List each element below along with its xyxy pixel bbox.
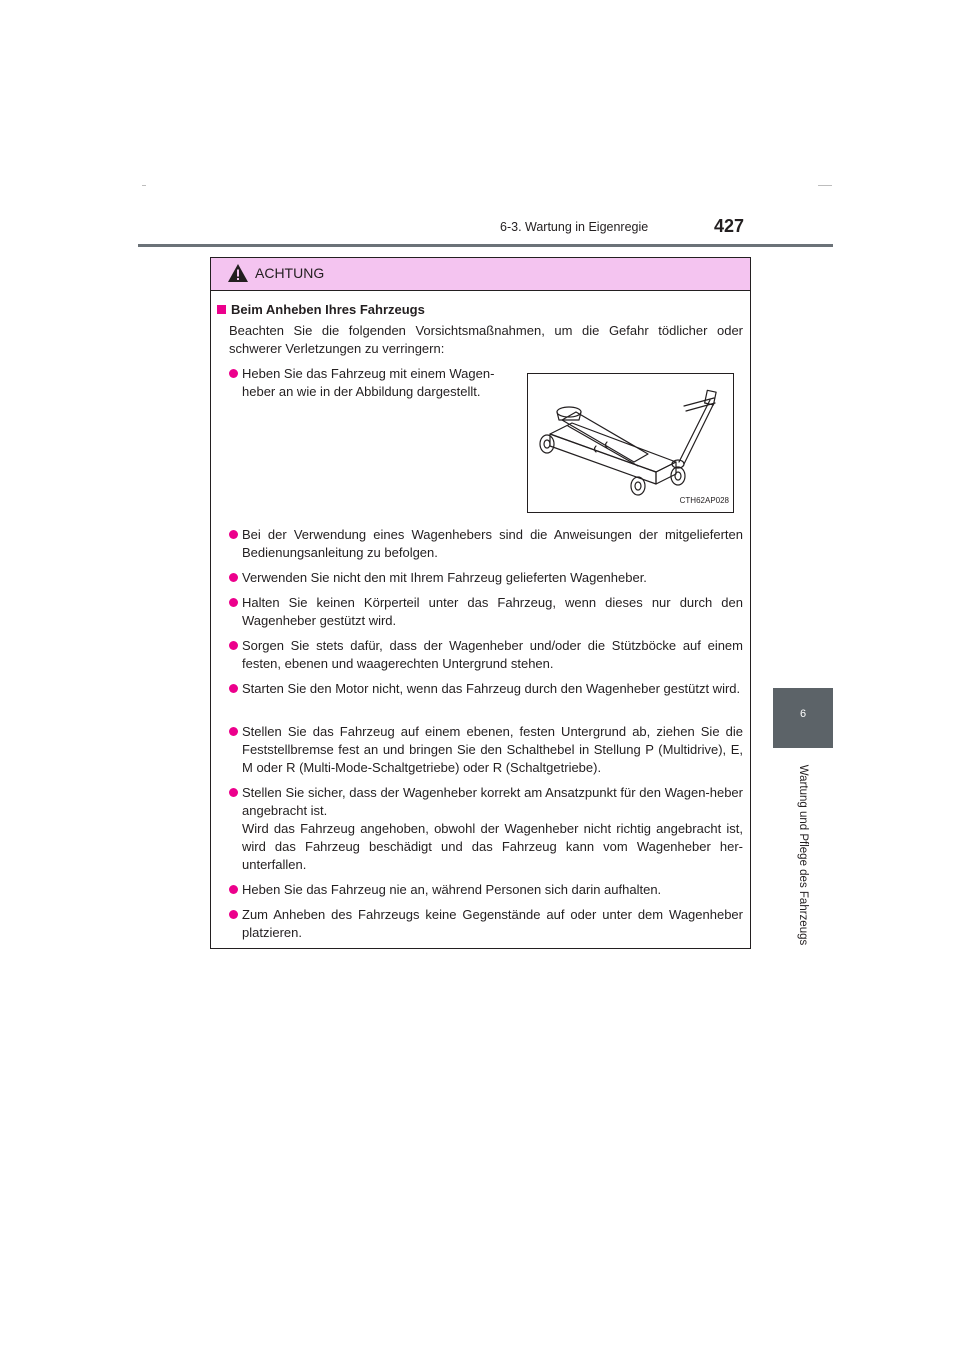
warning-triangle-icon xyxy=(227,263,249,283)
warning-box xyxy=(210,257,751,949)
floor-jack-figure xyxy=(527,373,734,513)
chapter-tab xyxy=(773,688,833,748)
chapter-number: 6 xyxy=(799,708,807,720)
bullet-item: Stellen Sie das Fahrzeug auf einem ebenen, festen Untergrund ab, ziehen Sie die Feststellbremse fest an und bringen Sie den Schalthebel in Stellung P (Multidrive), E, M oder R (Multi-Mode-Schaltgetriebe) oder R (Schaltgetriebe). xyxy=(229,723,743,777)
warning-section-heading xyxy=(217,301,425,319)
bullet-item: Bei der Verwendung eines Wagenhebers sind die Anweisungen der mitgelieferten Bedienungsanleitung zu befolgen. xyxy=(229,526,743,562)
square-bullet-icon xyxy=(217,305,226,314)
warning-header xyxy=(211,258,750,291)
bullet-item: Zum Anheben des Fahrzeugs keine Gegenstände auf oder unter dem Wagenheber platzieren. xyxy=(229,906,743,942)
crop-mark-left xyxy=(142,185,146,186)
bullet-item: Starten Sie den Motor nicht, wenn das Fahrzeug durch den Wagenheber gestützt wird. xyxy=(229,680,743,698)
bullet-item: Halten Sie keinen Körperteil unter das Fahrzeug, wenn dieses nur durch den Wagenheber gestützt wird. xyxy=(229,594,743,630)
warning-section-title: Beim Anheben Ihres Fahrzeugs xyxy=(231,302,425,317)
warning-intro: Beachten Sie die folgenden Vorsichtsmaßnahmen, um die Gefahr tödlicher oder schwerer Verletzungen zu verringern: xyxy=(229,323,743,356)
warning-title: ACHTUNG xyxy=(255,265,325,281)
bullet-item: Heben Sie das Fahrzeug mit einem Wagen-heber an wie in der Abbildung dargestellt. xyxy=(229,365,518,401)
crop-mark-right xyxy=(818,185,832,186)
figure-code: CTH62AP028 xyxy=(679,496,729,505)
header-divider xyxy=(138,244,833,247)
bullet-item: Heben Sie das Fahrzeug nie an, während Personen sich darin aufhalten. xyxy=(229,881,743,899)
bullet-item: Stellen Sie sicher, dass der Wagenheber korrekt am Ansatzpunkt für den Wagen-heber angebracht ist. Wird das Fahrzeug angehoben, obwohl der Wagenheber nicht richtig angebracht ist, wird das Fahrzeug beschädigt und das Fahrzeug kann vom Wagenheber her-unterfallen. xyxy=(229,784,743,874)
section-title: 6-3. Wartung in Eigenregie xyxy=(500,220,649,234)
chapter-title: Wartung und Pflege des Fahrzeugs xyxy=(797,764,809,946)
page-number: 427 xyxy=(714,216,745,236)
bullet-item: Sorgen Sie stets dafür, dass der Wagenheber und/oder die Stützböcke auf einem festen, ebenen und waagerechten Untergrund stehen. xyxy=(229,637,743,673)
bullet-item: Verwenden Sie nicht den mit Ihrem Fahrzeug gelieferten Wagenheber. xyxy=(229,569,743,587)
